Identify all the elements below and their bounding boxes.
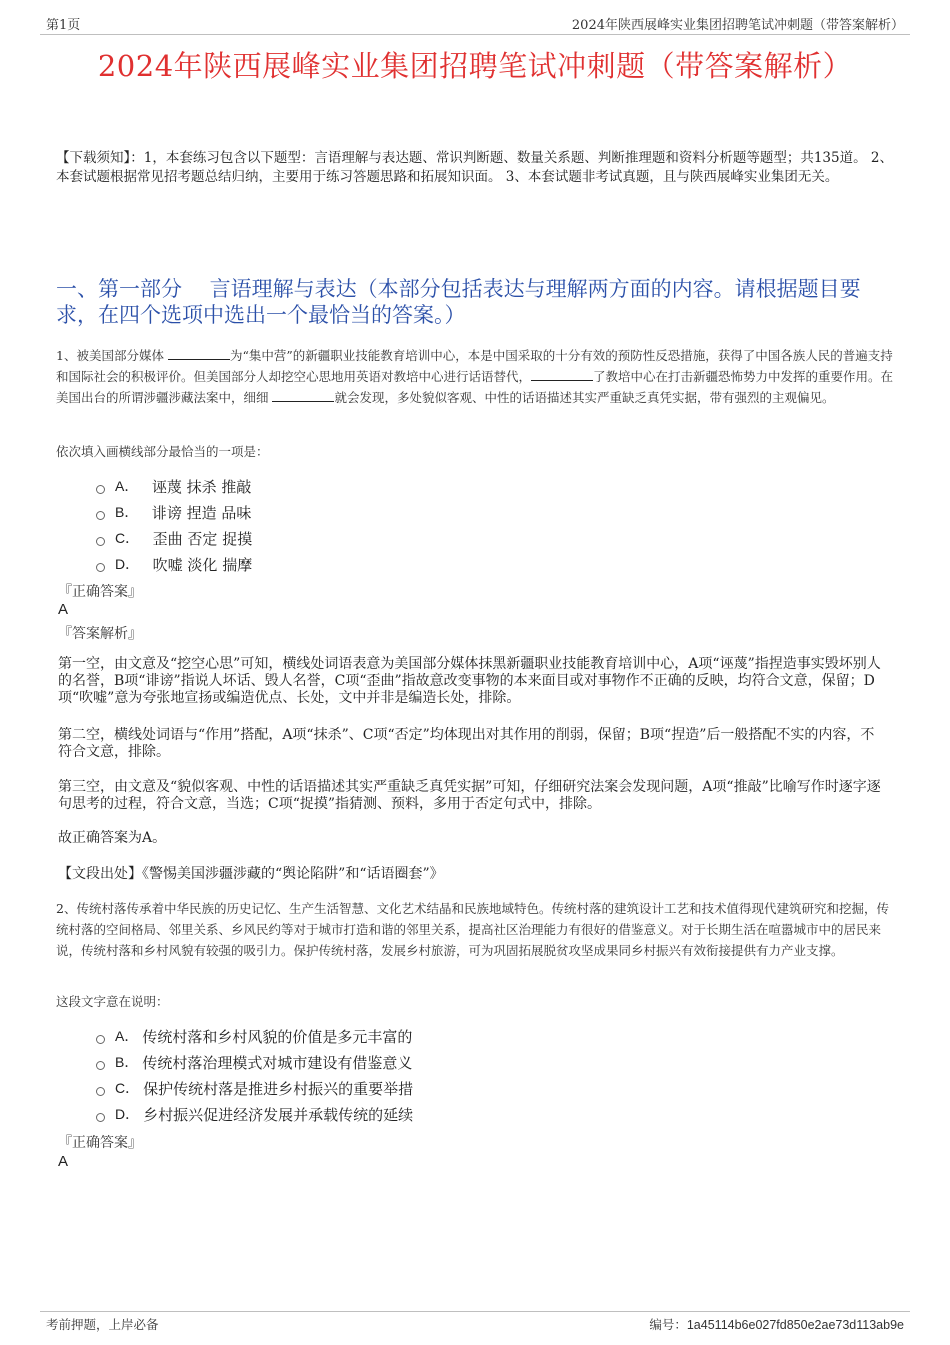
source-citation: 【文段出处】《警惕美国涉疆涉藏的“舆论陷阱”和“话语圈套”》	[58, 866, 444, 882]
option-d[interactable]: D． 乡村振兴促进经济发展并承载传统的延续	[96, 1101, 413, 1127]
running-header-title: 2024年陕西展峰实业集团招聘笔试冲刺题（带答案解析）	[571, 18, 904, 33]
page-number: 第1页	[46, 18, 81, 33]
analysis-paragraph: 第三空，由文意及“貌似客观、中性的话语描述其实严重缺乏真凭实据”可知，仔细研究法案会发现问题，A项“推敲”比喻写作时逐字逐句思考的过程，符合文意，当选；C项“捉摸”指猜测、预料，多用于否定句式中，排除。	[58, 779, 881, 812]
radio-icon[interactable]	[96, 1061, 105, 1070]
serial-label: 编号：	[649, 1317, 687, 1332]
radio-icon[interactable]	[96, 1035, 105, 1044]
radio-icon[interactable]	[96, 563, 105, 572]
document-title: 2024年陕西展峰实业集团招聘笔试冲刺题（带答案解析）	[97, 49, 853, 83]
question-1-text-part-c: 了教培中心在打击新疆恐怖势力中发挥的重要作用。在美国出台的所谓涉疆涉藏法案中，细细	[56, 369, 894, 405]
fill-blank-1	[168, 346, 230, 360]
correct-answer-value: A	[58, 601, 69, 618]
correct-answer-label: 『正确答案』	[58, 1135, 142, 1151]
question-1-text-part-a: 1、被美国部分媒体	[56, 348, 168, 363]
analysis-conclusion: 故正确答案为A。	[58, 830, 167, 846]
radio-icon[interactable]	[96, 511, 105, 520]
question-2-options	[96, 1023, 413, 1127]
download-notice: 【下载须知】：1，本套练习包含以下题型：言语理解与表达题、常识判断题、数量关系题、判断推理题和资料分析题等题型；共135道。 2、本套试题根据常见招考题总结归纳，主要用于练习答题思路和拓展知识面。 3、本套试题非考试真题，且与陕西展峰实业集团无关。	[56, 150, 893, 185]
radio-icon[interactable]	[96, 485, 105, 494]
option-d[interactable]: D． 吹嘘 淡化 揣摩	[96, 551, 252, 577]
footer-slogan: 考前押题，上岸必备	[46, 1317, 159, 1332]
question-1-options	[96, 473, 252, 577]
question-1-text	[56, 345, 898, 408]
option-b[interactable]: B． 传统村落治理模式对城市建设有借鉴意义	[96, 1049, 413, 1075]
radio-icon[interactable]	[96, 1087, 105, 1096]
header-divider	[40, 34, 910, 35]
correct-answer-value: A	[58, 1153, 69, 1170]
option-a[interactable]: A． 诬蔑 抹杀 推敲	[96, 473, 252, 499]
question-2-prompt: 这段文字意在说明：	[56, 994, 169, 1009]
option-c[interactable]: C． 保护传统村落是推进乡村振兴的重要举措	[96, 1075, 413, 1101]
option-a[interactable]: A． 传统村落和乡村风貌的价值是多元丰富的	[96, 1023, 413, 1049]
question-2-text: 2、传统村落传承着中华民族的历史记忆、生产生活智慧、文化艺术结晶和民族地域特色。传统村落的建筑设计工艺和技术值得现代建筑研究和挖掘，传统村落的空间格局、邻里关系、乡风民约等对于城市打造和谐的邻里关系，提高社区治理能力有很好的借鉴意义。对于长期生活在喧嚣城市中的居民来说，传统村落和乡村风貌有较强的吸引力。保护传统村落，发展乡村旅游，可为巩固拓展脱贫攻坚成果同乡村振兴有效衔接提供有力产业支撑。	[56, 901, 889, 958]
question-1-text-part-b: 为“集中营”的新疆职业技能教育培训中心，本是中国采取的十分有效的预防性反恐措施，获得了中国各族人民的普遍支持和国际社会的积极评价。但美国部分人却挖空心思地用英语对教培中心进行话语替代，	[56, 348, 893, 384]
analysis-paragraph: 第二空，横线处词语与“作用”搭配，A项“抹杀”、C项“否定”均体现出对其作用的削弱，保留；B项“捏造”后一般搭配不实的内容，不符合文意，排除。	[58, 727, 875, 760]
option-b[interactable]: B． 诽谤 捏造 品味	[96, 499, 252, 525]
fill-blank-2	[531, 367, 593, 381]
question-1-text-part-d: 就会发现，多处貌似客观、中性的话语描述其实严重缺乏真凭实据，带有强烈的主观偏见。	[334, 390, 835, 405]
fill-blank-3	[272, 388, 334, 402]
option-c[interactable]: C． 歪曲 否定 捉摸	[96, 525, 252, 551]
footer-divider	[40, 1311, 910, 1312]
analysis-paragraph: 第一空，由文意及“挖空心思”可知，横线处词语表意为美国部分媒体抹黑新疆职业技能教育培训中心，A项“诬蔑”指捏造事实毁坏别人的名誉，B项“诽谤”指说人坏话、毁人名誉，C项“歪曲”指故意改变事物的本来面目或对事物作不正确的反映，均符合文意，保留；D项“吹嘘”意为夸张地宣扬或编造优点、长处，文中并非是编造长处，排除。	[58, 656, 881, 706]
serial-code: 1a45114b6e027fd850e2ae73d113ab9e	[686, 1318, 904, 1332]
question-1-prompt: 依次填入画横线部分最恰当的一项是：	[56, 444, 269, 459]
section-heading: 一、第一部分 言语理解与表达（本部分包括表达与理解两方面的内容。请根据题目要求，在四个选项中选出一个最恰当的答案。）	[56, 277, 861, 327]
analysis-label: 『答案解析』	[58, 626, 142, 642]
radio-icon[interactable]	[96, 1113, 105, 1122]
radio-icon[interactable]	[96, 537, 105, 546]
correct-answer-label: 『正确答案』	[58, 584, 142, 600]
footer-serial	[649, 1315, 904, 1333]
